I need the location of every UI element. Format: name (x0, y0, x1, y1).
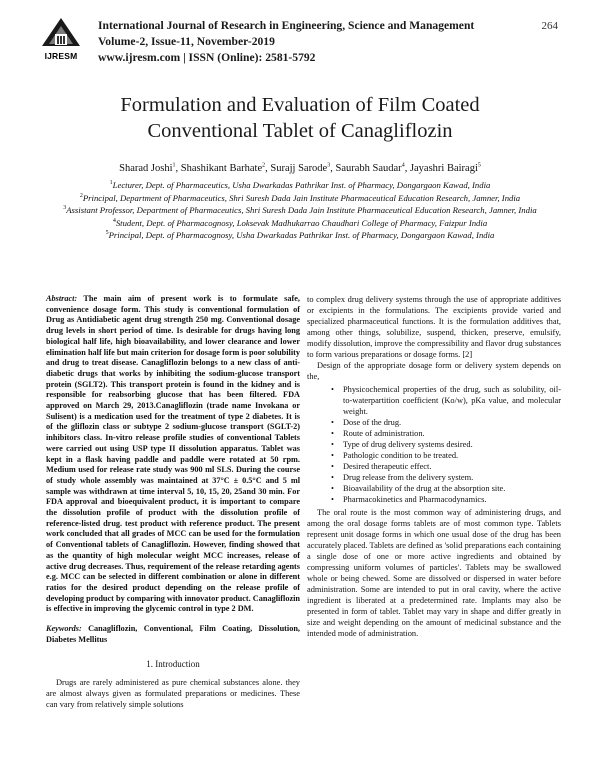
author-sup: 1 (172, 162, 176, 169)
page-number: 264 (541, 20, 558, 32)
bullet-list (307, 384, 561, 505)
bullet-icon: • (331, 440, 334, 449)
bullet-icon: • (331, 495, 334, 504)
list-item-text: Desired therapeutic effect. (343, 462, 432, 471)
affiliation-sup: 2 (79, 192, 83, 199)
bullet-icon: • (331, 429, 334, 438)
bullet-icon: • (331, 462, 334, 471)
affiliation (40, 179, 560, 192)
left-column (46, 294, 300, 710)
abstract-text: The main aim of present work is to formulate safe, convenience dosage form. This study is conventional formulation of Drug as Antidiabetic agent drug strength 250 mg. Conventional dosage drug levels in short period of time. Is desirable for drugs having long biological half life, high bioavailability, and lower clearance and lower elimination half life but main criterion for dosage form is poor solubility and drug to treat disease. Canagliflozin belongs to a new class of anti-diabetic drugs that works by inhibiting the sodium-glucose transport protein (SGLT2). This transport protein is found in the kidney and is responsible for reabsorbing glucose that has been filtered. FDA approved on March 29, 2013.Canagliflozin (trade name Invokana or Sulisent) is a medication used for the treatment of type 2 diabetes. It is of the gliflozin class or subtype 2 sodium-glucose transport (SGLT-2) inhibitors class. In-vitro release profile studies of conventional Tablets were carried out using USP type II dissolution apparatus. Tablet was kept in a flask having paddle and paddle were rotated at 50 rpm. Medium used for release rate study was 900 ml SLS. During the course of study whole assembly was maintained at 37°C ± 0.5°C and 5 ml sample was withdrawn at time interval 5, 10, 15, 20, 25and 30 min. For FDA approval and bioequivalent product, it is important to compare the dissolution profile of product with the dissolution profile of reference-listed drug. test product with reference product. The present work concluded that all grades of MCC can be used for the formulation of Conventional tablets of Canagliflozin. However, finding showed that as the quantity of high molecular weight MCC increases, release of active drug decreases. Thus, requirement of the release retarding agents e.g. MCC can be selected in different combination or alone in different ratios for the desired product depending on the release profile of developing product by comparing with innovator product. Canagliflozin is effective in improving the glycemic control in type 2 DM. (46, 294, 300, 614)
journal-title-block (98, 18, 474, 66)
author-list: Sharad Joshi$^1$, Shashikant Barhate$^2$, Surajj Sarode$^3$, Saurabh Saudar$^4$, Jayashri Bairagi$^5$ (119, 162, 481, 174)
affiliation (40, 229, 560, 242)
author-name: Sharad Joshi (119, 163, 173, 174)
list-item-text: Route of administration. (343, 429, 425, 438)
list-item-text: Pathologic condition to be treated. (343, 451, 459, 460)
list-item (331, 450, 561, 461)
list-item (331, 384, 561, 417)
list-item (331, 494, 561, 505)
affiliation-sup: 5 (105, 230, 109, 237)
paper-title (40, 92, 560, 144)
abstract-label: Abstract: (46, 294, 78, 303)
paragraph: The oral route is the most common way of administering drugs, and among the oral dosage forms tablets are of most common type. Tablets represent unit dosage forms in which one usual dose of the drug has been accurately placed. Tablets are defined as 'solid preparations each containing a single dose of one or more active ingredients and obtained by compressing uniform volumes of particles'. Tablets may be swallowed whole or being chewed. Some are dissolved or dispersed in water before administration. Some are intended to put in oral cavity, where the active ingredient is liberated at a predetermined rate. Implants may also be presented in form of tablet. Tablet may vary in shape and differ greatly in size and weight depending on the amount of medicinal substance and the intended mode of administration. (307, 508, 561, 638)
journal-website-issn: www.ijresm.com | ISSN (Online): 2581-5792 (98, 51, 316, 64)
keywords-label: Keywords: (46, 624, 82, 634)
journal-volume: Volume-2, Issue-11, November-2019 (98, 35, 275, 48)
author-name: Shashikant Barhate (180, 163, 263, 174)
title-line-2: Conventional Tablet of Canagliflozin (147, 120, 453, 142)
affiliation-text: Student, Dept. of Pharmacognosy, Loksevak Madhukarrao Chaudhari College of Pharmacy, Faizpur India (115, 217, 488, 228)
author-sup: 3 (327, 162, 331, 169)
list-item (331, 428, 561, 439)
journal-name: International Journal of Research in Engineering, Science and Management (98, 19, 475, 32)
bullet-icon: • (331, 385, 334, 394)
affiliation (40, 204, 560, 217)
affiliation-text: Lecturer, Dept. of Pharmaceutics, Usha Dwarkadas Pathrikar Inst. of Pharmacy, Dongargaon Kawad, India (112, 180, 491, 190)
bullet-icon: • (331, 418, 334, 427)
list-item (331, 461, 561, 472)
keywords-text: Canagliflozin, Conventional, Film Coating, Dissolution, Diabetes Mellitus (46, 624, 300, 644)
right-column (307, 294, 561, 639)
journal-header (38, 14, 558, 66)
affiliation-list (40, 179, 560, 242)
list-item-text: Pharmacokinetics and Pharmacodynamics. (343, 495, 487, 504)
list-item-text: Type of drug delivery systems desired. (343, 440, 473, 449)
affiliation (40, 217, 560, 230)
list-item (331, 472, 561, 483)
list-item-text: Bioavailability of the drug at the absorption site. (343, 484, 506, 493)
affiliation-text: Assistant Professor, Department of Pharmaceutics, Shri Suresh Dada Jain Institute Pharmaceutical Education Research, Jamner, India (66, 205, 537, 216)
list-item (331, 439, 561, 450)
bullet-icon: • (331, 484, 334, 493)
affiliation-sup: 4 (112, 217, 116, 224)
author-sup: 4 (401, 162, 405, 169)
section-heading: 1. Introduction (146, 658, 200, 669)
bullet-icon: • (331, 473, 334, 482)
author-name: Surajj Sarode (270, 163, 328, 174)
logo-text: IJRESM (44, 51, 78, 61)
bullet-icon: • (331, 451, 334, 460)
list-item-text: Dose of the drug. (343, 418, 402, 427)
affiliation-text: Principal, Dept. of Pharmacognosy, Usha Dwarkadas Pathrikar Inst. of Pharmacy, Dongargaon Kawad, India (108, 230, 495, 241)
list-item (331, 483, 561, 494)
list-item (331, 417, 561, 428)
affiliation-sup: 1 (109, 180, 113, 187)
abstract (46, 294, 300, 615)
affiliation (40, 192, 560, 205)
author-sup: 5 (477, 162, 481, 169)
keywords (46, 624, 300, 645)
title-line-1: Formulation and Evaluation of Film Coated (120, 94, 480, 116)
author-name: Jayashri Bairagi (409, 163, 478, 174)
paragraph: Design of the appropriate dosage form or delivery system depends on the, (307, 361, 561, 381)
list-item-text: Drug release from the delivery system. (343, 473, 474, 482)
intro-paragraph: Drugs are rarely administered as pure chemical substances alone. they are almost always given as formulated preparations or medicines. These can vary from relatively simple solutions (46, 678, 300, 710)
affiliation-text: Principal, Department of Pharmaceutics, Shri Suresh Dada Jain Institute Pharmaceutical Education Research, Jamner, India (82, 192, 521, 203)
paragraph: to complex drug delivery systems through the use of appropriate additives or excipients in the formulations. The excipients provide varied and specialized pharmaceutical functions. It is the formulation additives that, among other things, solubilize, suspend, thicken, preserve, emulsify, modify dissolution, improve the compressibility and flavor drug substances to form various preparations or dosage forms. [2] (307, 295, 561, 359)
author-name: Saurabh Saudar (335, 163, 402, 174)
list-item-text: Physicochemical properties of the drug, such as solubility, oil-to-waterpartition coefficient (Ko/w), pKa value, and molecular weight. (343, 385, 561, 416)
affiliation-sup: 3 (63, 205, 67, 212)
author-sup: 2 (262, 162, 266, 169)
